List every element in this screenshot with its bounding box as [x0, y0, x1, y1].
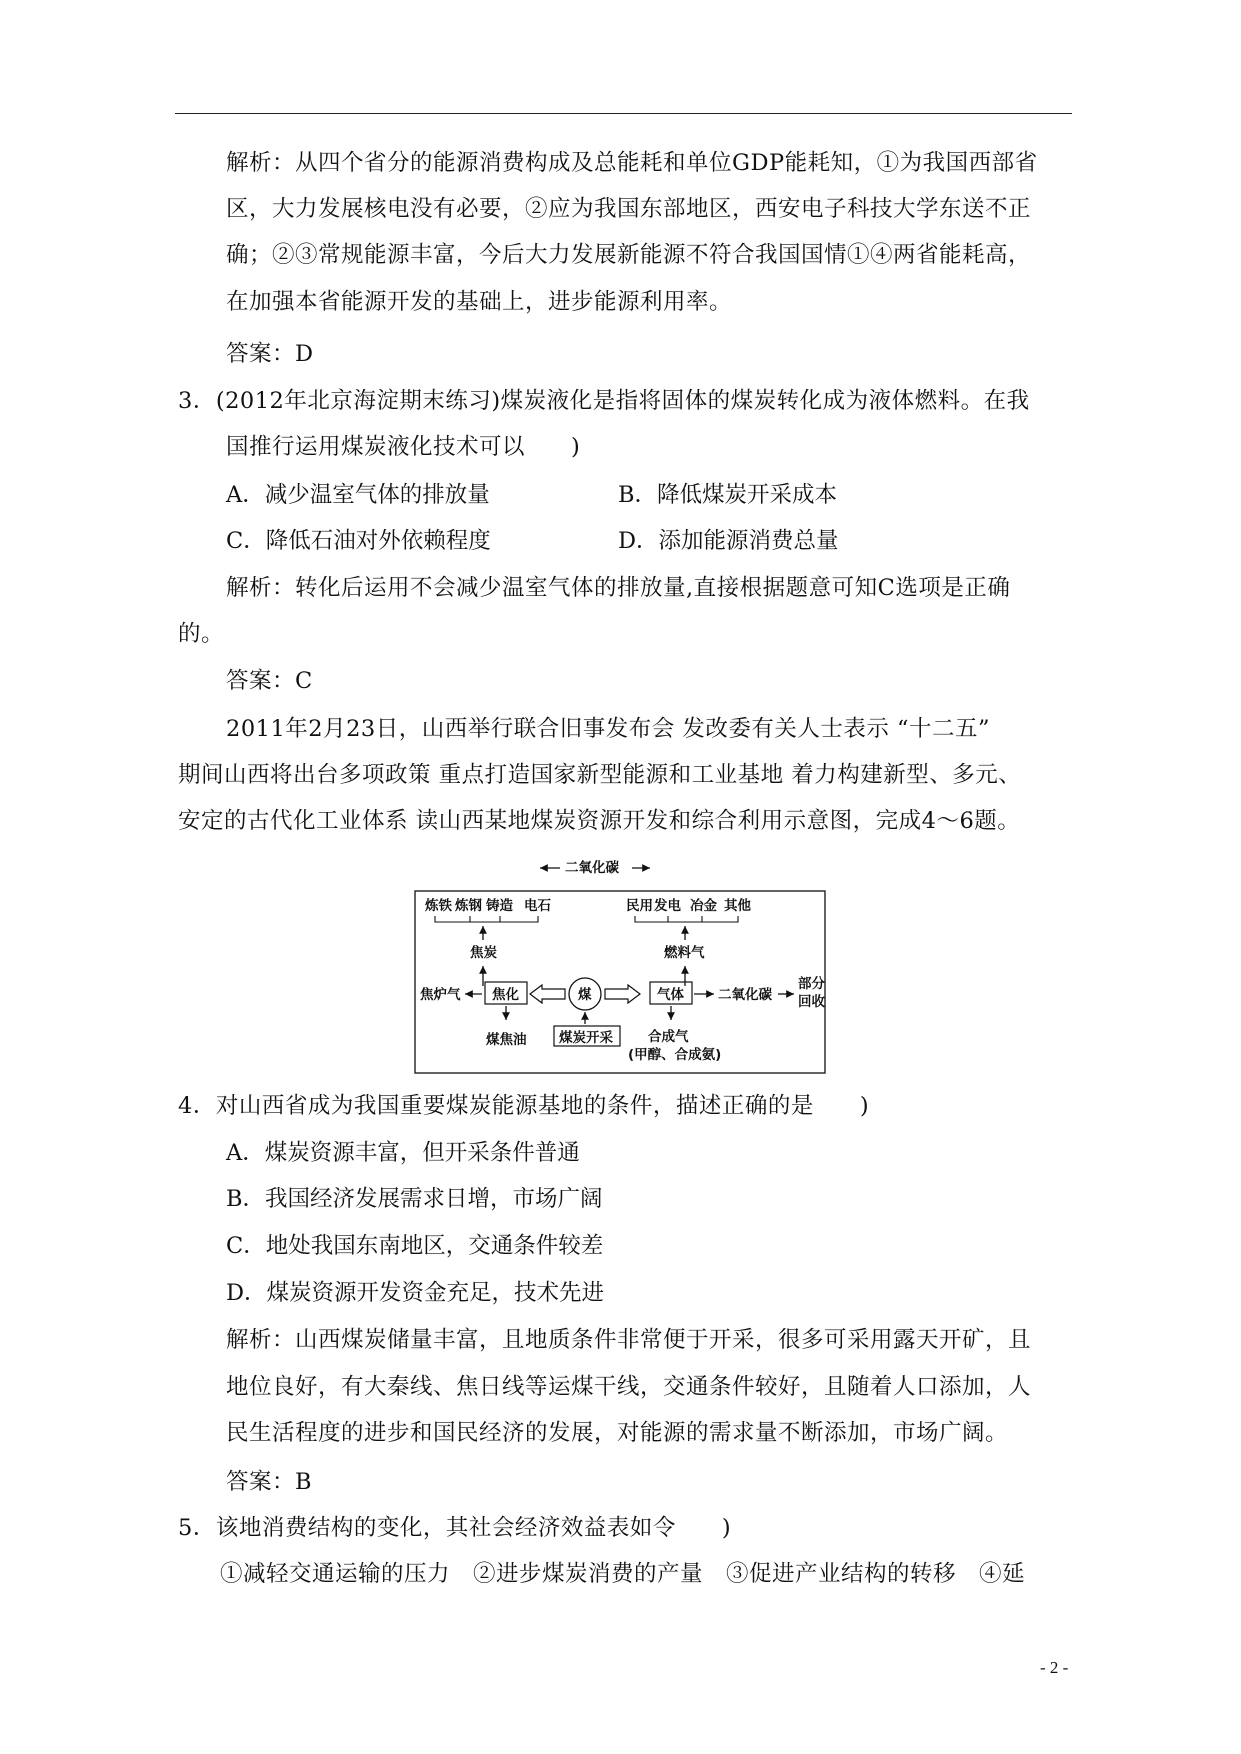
q3-analysis-line-2: 的。	[178, 621, 225, 647]
q4-analysis-line-3: 民生活程度的进步和国民经济的发展，对能源的需求量不断添加，市场广阔。	[226, 1420, 1009, 1446]
coal-utilization-diagram	[410, 856, 830, 1078]
header-rule	[175, 113, 1072, 114]
coking-label: 焦化	[492, 987, 519, 1003]
q4-option-a: A．煤炭资源丰富，但开采条件普通	[226, 1140, 580, 1166]
use-other: 其他	[724, 898, 751, 914]
passage-line-3: 安定的古代化工业体系 读山西某地煤炭资源开发和综合利用示意图，完成4～6题。	[178, 808, 1021, 834]
syngas-label: 合成气	[648, 1029, 689, 1045]
coke-label: 焦炭	[470, 945, 497, 961]
q5-items-line: ①减轻交通运输的压力 ②进步煤炭消费的产量 ③促进产业结构的转移 ④延	[220, 1561, 1026, 1587]
use-civil: 民用	[626, 898, 653, 914]
coal-label: 煤	[578, 987, 592, 1003]
q3-answer: 答案：C	[226, 668, 313, 694]
hollow-arrow-right	[605, 985, 640, 1003]
q4-analysis-line-2: 地位良好，有大秦线、焦日线等运煤干线，交通条件较好，且随着人口添加，人	[226, 1374, 1032, 1400]
passage-line-1: 2011年2月23日，山西举行联合旧事发布会 发改委有关人士表示 “十二五”	[226, 716, 991, 742]
right-uses-bracket	[635, 916, 738, 922]
q3-option-c: C．降低石油对外依赖程度	[226, 528, 491, 554]
q4-answer: 答案：B	[226, 1469, 313, 1495]
q5-stem: 5．该地消费结构的变化，其社会经济效益表如令 )	[178, 1515, 732, 1541]
co2-right-label: 二氧化碳	[718, 987, 772, 1003]
q2-analysis-line-2: 区，大力发展核电没有必要，②应为我国东部地区，西安电子科技大学东送不正	[226, 196, 1032, 222]
q2-analysis-line-1: 解析：从四个省分的能源消费构成及总能耗和单位GDP能耗知，①为我国西部省	[226, 150, 1038, 176]
q2-answer: 答案：D	[226, 341, 314, 367]
gas-label: 气体	[657, 987, 684, 1003]
syngas-products-label: (甲醇、合成氨)	[628, 1047, 722, 1063]
coal-mining-label: 煤炭开采	[559, 1030, 613, 1046]
q2-analysis-line-3: 确；②③常规能源丰富，今后大力发展新能源不符合我国国情①④两省能耗高，	[226, 242, 1032, 268]
q3-stem-line-1: 3．(2012年北京海淀期末练习)煤炭液化是指将固体的煤炭转化成为液体燃料。在我	[178, 388, 1030, 414]
hollow-arrow-left	[530, 985, 565, 1003]
q3-option-b: B．降低煤炭开采成本	[618, 482, 838, 508]
partial-recovery-line-1: 部分	[798, 976, 825, 992]
q4-option-b: B．我国经济发展需求日增，市场广阔	[226, 1186, 603, 1212]
q3-analysis-line-1: 解析：转化后运用不会减少温室气体的排放量,直接根据题意可知C选项是正确	[226, 575, 1011, 601]
use-casting: 铸造	[486, 898, 513, 914]
coal-tar-label: 煤焦油	[486, 1032, 527, 1048]
coke-oven-gas-label: 焦炉气	[420, 987, 461, 1003]
page-number: - 2 -	[1040, 1658, 1069, 1677]
q2-analysis-line-4: 在加强本省能源开发的基础上，进步能源利用率。	[226, 289, 733, 315]
partial-recovery-line-2: 回收	[798, 994, 825, 1010]
q4-stem: 4．对山西省成为我国重要煤炭能源基地的条件，描述正确的是 )	[178, 1093, 870, 1119]
use-ironmaking: 炼铁	[425, 898, 452, 914]
use-calcium-carbide: 电石	[524, 898, 551, 914]
q3-option-d: D．添加能源消费总量	[618, 528, 839, 554]
q3-stem-line-2: 国推行运用煤炭液化技术可以 )	[226, 434, 581, 460]
q3-option-a: A．减少温室气体的排放量	[226, 482, 490, 508]
fuel-gas-label: 燃料气	[664, 945, 705, 961]
left-uses-bracket	[435, 916, 538, 922]
use-metallurgy: 冶金	[690, 898, 717, 914]
use-steelmaking: 炼钢	[455, 898, 482, 914]
q4-option-d: D．煤炭资源开发资金充足，技术先进	[226, 1280, 605, 1306]
q4-analysis-line-1: 解析：山西煤炭储量丰富，且地质条件非常便于开采，很多可采用露天开矿，且	[226, 1327, 1032, 1353]
passage-line-2: 期间山西将出台多项政策 重点打造国家新型能源和工业基地 着力构建新型、多元、	[178, 762, 1022, 788]
q4-option-c: C．地处我国东南地区，交通条件较差	[226, 1233, 604, 1259]
use-power: 发电	[654, 898, 681, 914]
co2-top-label: 二氧化碳	[565, 860, 619, 876]
